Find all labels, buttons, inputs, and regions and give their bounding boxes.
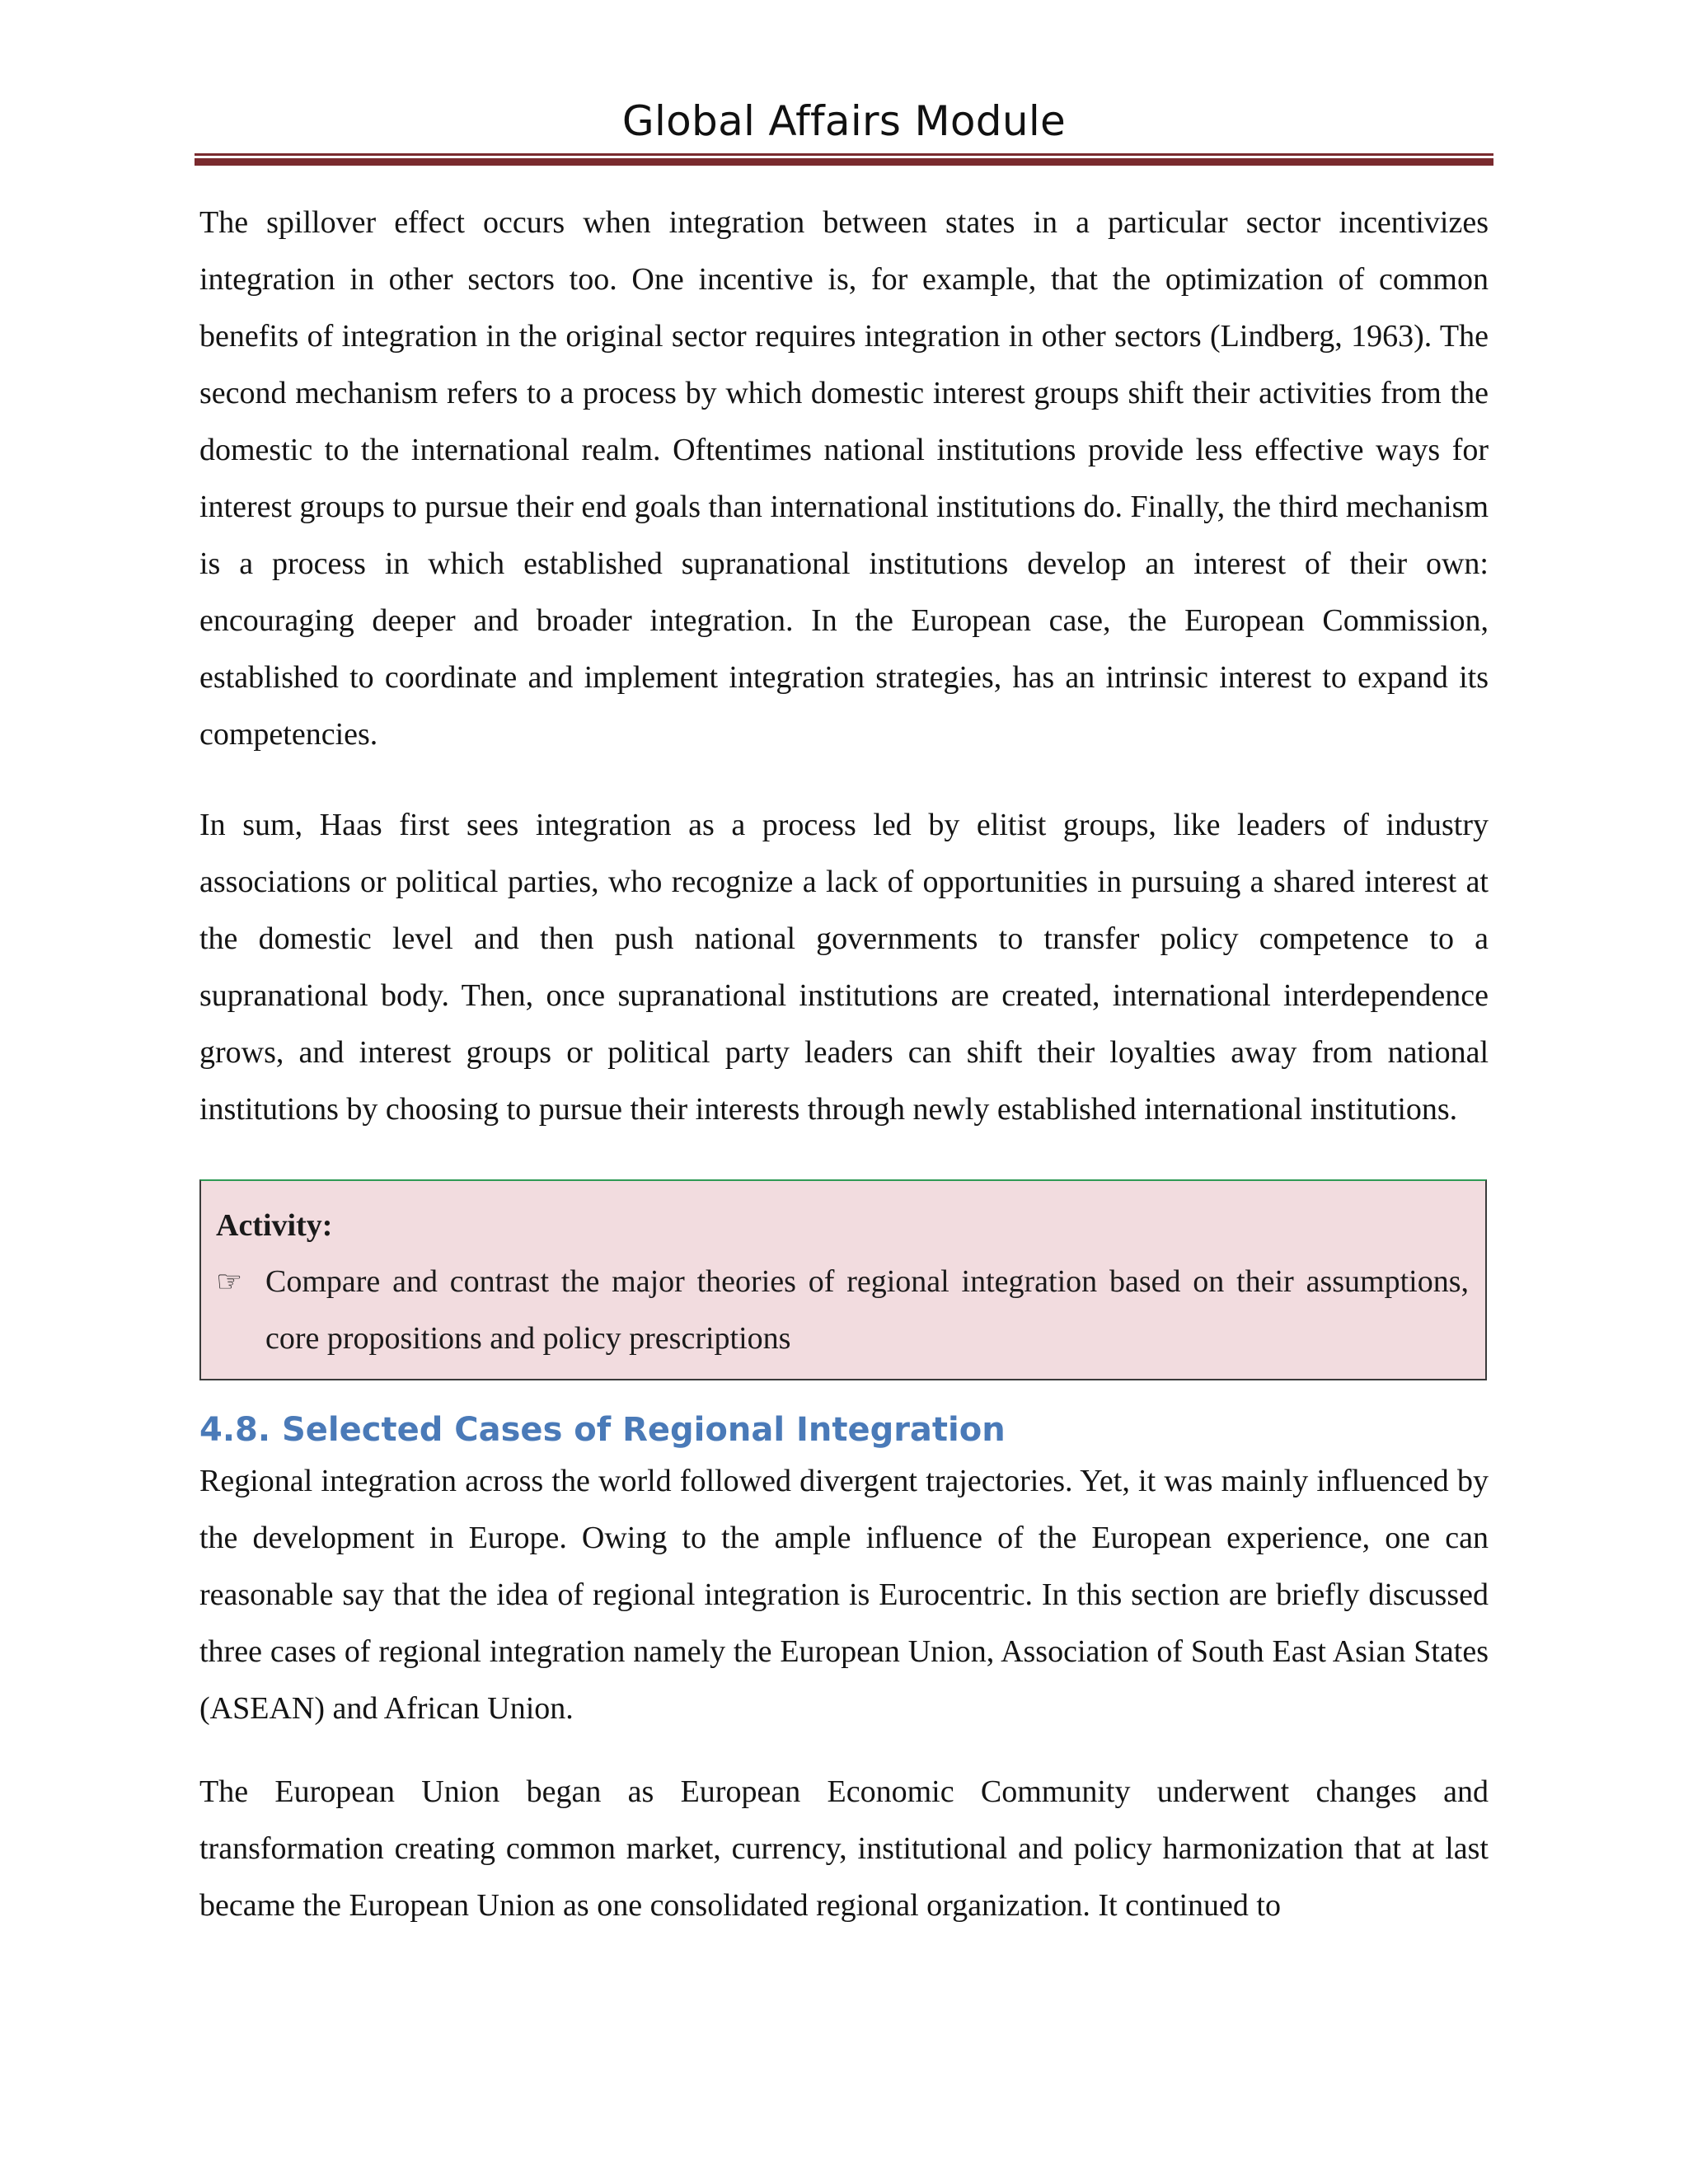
- paragraph-eu-intro: The European Union began as European Economic Community underwent changes and transformation creating common market, currency, institutional and policy harmonization that at last became the European Union as one consolidated regional organization. It continued to: [199, 1774, 1489, 1923]
- header-rule-thin: [195, 153, 1493, 156]
- activity-item-text: Compare and contrast the major theories of regional integration based on their assumptions, core propositions and policy prescriptions: [265, 1264, 1469, 1356]
- running-header-title: Global Affairs Module: [621, 97, 1067, 145]
- paragraph-spillover: The spillover effect occurs when integration between states in a particular sector incentivizes integration in other sectors too. One incentive is, for example, that the optimization of common benefits of integration in the original sector requires integration in other sectors (Lindberg, 1963). The second mechanism refers to a process by which domestic interest groups shift their activities from the domestic to the international realm. Oftentimes national institutions provide less effective ways for interest groups to pursue their end goals than international institutions do. Finally, the third mechanism is a process in which established supranational institutions develop an interest of their own: encouraging deeper and broader integration. In the European case, the European Commission, established to coordinate and implement integration strategies, has an intrinsic interest to expand its competencies.: [199, 205, 1489, 752]
- header-rule-thick: [195, 158, 1493, 166]
- pointing-hand-icon: ☞: [216, 1265, 243, 1299]
- page-content: [199, 194, 1489, 1934]
- activity-item: [216, 1254, 1469, 1367]
- activity-title: Activity:: [216, 1208, 333, 1243]
- activity-box: [199, 1179, 1487, 1380]
- paragraph-haas-summary: In sum, Haas first sees integration as a process led by elitist groups, like leaders of industry associations or political parties, who recognize a lack of opportunities in pursuing a shared interest at the domestic level and then push national governments to transfer policy competence to a supranational body. Then, once supranational institutions are created, international interdependence grows, and interest groups or political party leaders can shift their loyalties away from national institutions by choosing to pursue their interests through newly established international institutions.: [199, 808, 1489, 1127]
- paragraph-regional-divergence: Regional integration across the world followed divergent trajectories. Yet, it was mainly influenced by the development in Europe. Owing to the ample influence of the European experience, one can reasonable say that the idea of regional integration is Eurocentric. In this section are briefly discussed three cases of regional integration namely the European Union, Association of South East Asian States (ASEAN) and African Union.: [199, 1464, 1489, 1726]
- section-heading: 4.8. Selected Cases of Regional Integration: [199, 1411, 1006, 1449]
